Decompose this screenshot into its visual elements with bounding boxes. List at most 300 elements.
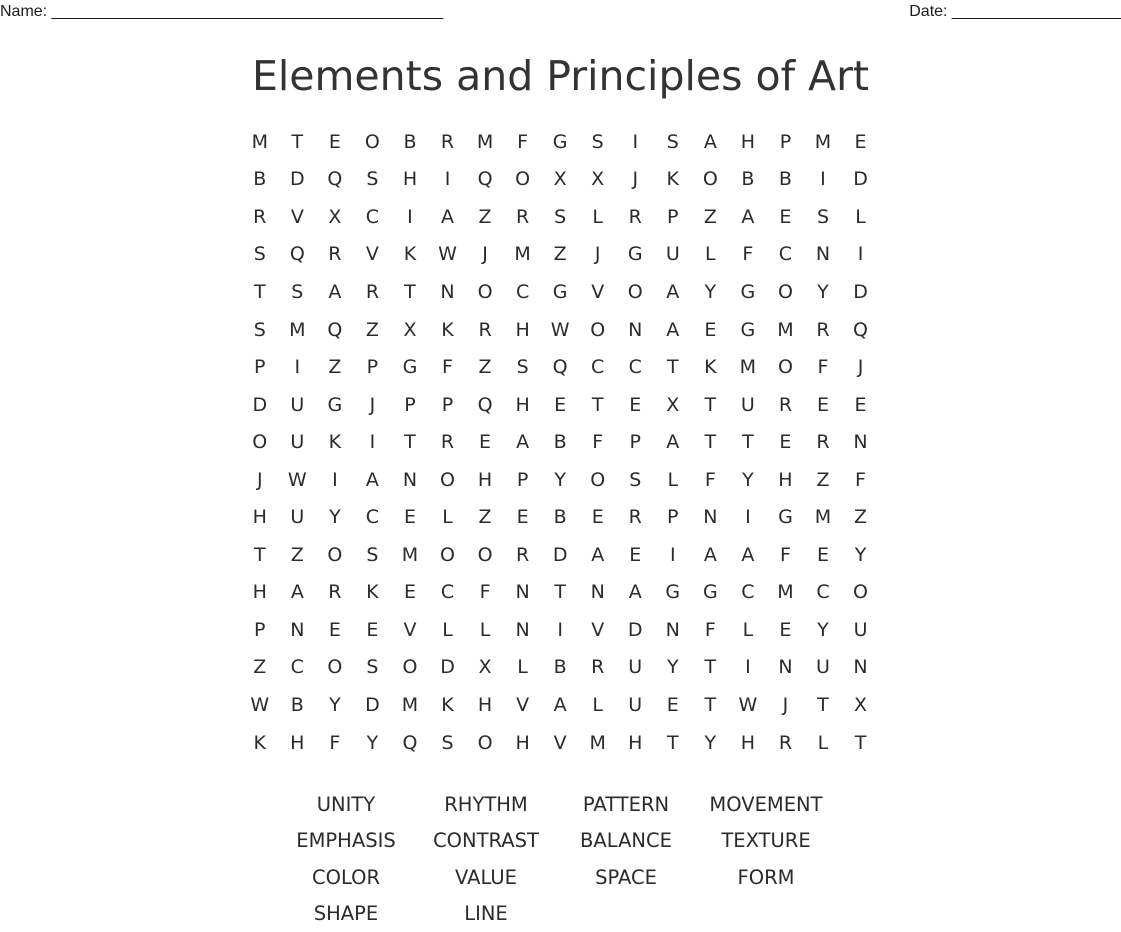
grid-letter[interactable]: R (516, 543, 530, 566)
grid-letter[interactable]: K (441, 693, 454, 716)
grid-letter[interactable]: Y (817, 618, 829, 641)
grid-letter[interactable]: T (704, 431, 717, 454)
grid-letter[interactable]: E (704, 318, 717, 341)
grid-letter[interactable]: T (666, 356, 679, 379)
grid-letter[interactable]: J (857, 356, 864, 379)
grid-letter[interactable]: Y (554, 468, 566, 491)
grid-letter[interactable]: X (403, 318, 417, 341)
grid-letter[interactable]: F (592, 431, 604, 454)
grid-letter[interactable]: P (366, 356, 379, 379)
grid-letter[interactable]: U (816, 656, 830, 679)
grid-letter[interactable]: G (552, 130, 568, 153)
grid-letter[interactable]: Y (666, 656, 679, 679)
grid-letter[interactable]: H (477, 468, 493, 491)
grid-letter[interactable]: E (516, 506, 529, 529)
grid-letter[interactable]: U (740, 393, 755, 416)
grid-letter[interactable]: K (328, 431, 342, 454)
grid-letter[interactable]: W (287, 468, 307, 491)
grid-letter[interactable]: P (629, 431, 641, 454)
grid-letter[interactable]: G (740, 280, 756, 303)
grid-letter[interactable]: M (739, 356, 757, 379)
grid-letter[interactable]: O (590, 318, 606, 341)
grid-letter[interactable]: E (479, 431, 492, 454)
grid-letter[interactable]: T (666, 731, 679, 754)
grid-letter[interactable]: R (253, 205, 267, 228)
grid-letter[interactable]: A (703, 543, 717, 566)
grid-letter[interactable]: I (745, 656, 751, 679)
grid-letter[interactable]: I (857, 243, 864, 266)
grid-letter[interactable]: Z (816, 468, 830, 491)
word-bank-item: RHYTHM (444, 792, 528, 816)
grid-letter[interactable]: V (591, 618, 605, 641)
grid-letter[interactable]: E (403, 506, 416, 529)
grid-letter[interactable]: O (477, 280, 493, 303)
grid-letter[interactable]: M (401, 543, 419, 566)
grid-letter[interactable]: E (666, 693, 679, 716)
grid-letter[interactable]: V (591, 280, 605, 303)
grid-letter[interactable]: Z (478, 205, 492, 228)
grid-letter[interactable]: Q (327, 318, 343, 341)
grid-letter[interactable]: F (329, 731, 341, 754)
grid-letter[interactable]: R (440, 130, 455, 153)
grid-letter[interactable]: S (291, 280, 304, 303)
grid-letter[interactable]: E (816, 543, 829, 566)
grid-letter[interactable]: A (703, 130, 717, 153)
grid-letter[interactable]: P (667, 205, 679, 228)
grid-letter[interactable]: N (703, 506, 718, 529)
grid-letter[interactable]: C (591, 356, 605, 379)
grid-letter[interactable]: M (401, 693, 419, 716)
grid-letter[interactable]: M (814, 130, 832, 153)
grid-letter[interactable]: F (704, 618, 716, 641)
grid-letter[interactable]: U (290, 393, 305, 416)
grid-letter[interactable]: Z (703, 205, 717, 228)
grid-letter[interactable]: K (253, 731, 266, 754)
grid-letter[interactable]: I (294, 356, 301, 379)
grid-letter[interactable]: E (554, 393, 567, 416)
grid-letter[interactable]: A (666, 280, 680, 303)
grid-letter[interactable]: A (666, 318, 680, 341)
grid-letter[interactable]: Y (329, 506, 341, 529)
grid-letter[interactable]: G (778, 506, 793, 529)
grid-letter[interactable]: O (477, 731, 493, 754)
grid-letter[interactable]: R (628, 205, 642, 228)
grid-letter[interactable]: C (515, 280, 530, 303)
grid-letter[interactable]: G (665, 581, 681, 604)
date-field[interactable]: Date: ___________________ (909, 3, 1121, 20)
grid-letter[interactable]: O (590, 468, 606, 491)
grid-letter[interactable]: I (820, 168, 826, 191)
grid-letter[interactable]: S (816, 205, 829, 228)
grid-letter[interactable]: U (290, 506, 305, 529)
grid-letter[interactable]: A (628, 581, 642, 604)
grid-letter[interactable]: A (290, 581, 304, 604)
grid-letter[interactable]: D (627, 618, 643, 641)
grid-letter[interactable]: L (442, 506, 453, 529)
grid-letter[interactable]: E (816, 393, 829, 416)
grid-letter[interactable]: E (591, 506, 604, 529)
grid-letter[interactable]: M (476, 130, 494, 153)
grid-letter[interactable]: E (629, 393, 642, 416)
grid-letter[interactable]: T (404, 280, 416, 303)
grid-letter[interactable]: M (777, 581, 794, 604)
grid-letter[interactable]: S (554, 205, 567, 228)
grid-letter[interactable]: T (704, 656, 717, 679)
grid-letter[interactable]: H (628, 731, 643, 754)
grid-letter[interactable]: H (402, 168, 418, 191)
word-search-grid (241, 123, 879, 761)
grid-letter[interactable]: X (854, 693, 868, 716)
grid-letter[interactable]: M (514, 243, 531, 266)
grid-letter[interactable]: N (440, 280, 455, 303)
grid-letter[interactable]: S (366, 656, 379, 679)
grid-letter[interactable]: O (627, 280, 643, 303)
grid-letter[interactable]: I (632, 130, 639, 153)
grid-letter[interactable]: I (407, 205, 413, 228)
grid-letter[interactable]: C (741, 581, 755, 604)
grid-letter[interactable]: K (704, 356, 717, 379)
grid-letter[interactable]: S (366, 543, 379, 566)
grid-letter[interactable]: J (632, 168, 639, 191)
grid-letter[interactable]: T (253, 543, 266, 566)
grid-letter[interactable]: F (817, 356, 829, 379)
grid-letter[interactable]: D (853, 280, 868, 303)
grid-letter[interactable]: Z (290, 543, 304, 566)
grid-letter[interactable]: M (777, 318, 794, 341)
grid-letter[interactable]: G (327, 393, 343, 416)
grid-letter[interactable]: X (328, 205, 342, 228)
grid-letter[interactable]: O (515, 168, 531, 191)
grid-letter[interactable]: Q (853, 318, 868, 341)
grid-letter[interactable]: O (477, 543, 493, 566)
grid-letter[interactable]: B (553, 656, 567, 679)
grid-letter[interactable]: S (253, 318, 266, 341)
grid-letter[interactable]: S (629, 468, 642, 491)
grid-letter[interactable]: X (591, 168, 605, 191)
grid-letter[interactable]: S (591, 130, 604, 153)
grid-letter[interactable]: J (782, 693, 789, 716)
grid-letter[interactable]: R (328, 243, 342, 266)
grid-letter[interactable]: M (289, 318, 306, 341)
grid-letter[interactable]: I (669, 543, 676, 566)
word-bank-item: SPACE (595, 865, 657, 889)
grid-letter[interactable]: O (853, 581, 868, 604)
grid-letter[interactable]: T (591, 393, 604, 416)
grid-letter[interactable]: O (364, 130, 380, 153)
grid-letter[interactable]: O (440, 543, 455, 566)
grid-letter[interactable]: A (741, 543, 755, 566)
grid-letter[interactable]: R (778, 731, 793, 754)
grid-letter[interactable]: F (779, 543, 791, 566)
grid-letter[interactable]: Q (477, 168, 493, 191)
grid-letter[interactable]: S (516, 356, 529, 379)
grid-letter[interactable]: Z (553, 243, 567, 266)
grid-letter[interactable]: H (740, 731, 756, 754)
grid-letter[interactable]: F (742, 243, 754, 266)
grid-letter[interactable]: G (402, 356, 418, 379)
grid-letter[interactable]: N (853, 431, 868, 454)
grid-letter[interactable]: N (290, 618, 305, 641)
grid-letter[interactable]: E (854, 130, 867, 153)
grid-letter[interactable]: B (741, 168, 755, 191)
grid-letter[interactable]: Q (289, 243, 305, 266)
grid-letter[interactable]: B (553, 431, 567, 454)
grid-letter[interactable]: P (516, 468, 529, 491)
grid-letter[interactable]: Y (704, 280, 717, 303)
grid-letter[interactable]: Y (742, 468, 754, 491)
grid-letter[interactable]: A (365, 468, 379, 491)
grid-letter[interactable]: E (779, 618, 792, 641)
grid-letter[interactable]: B (778, 168, 792, 191)
grid-letter[interactable]: G (552, 280, 568, 303)
word-bank-item: MOVEMENT (709, 792, 823, 816)
grid-letter[interactable]: X (553, 168, 567, 191)
grid-letter[interactable]: O (777, 280, 793, 303)
grid-letter[interactable]: B (253, 168, 267, 191)
grid-letter[interactable]: V (290, 205, 304, 228)
grid-letter[interactable]: C (440, 581, 455, 604)
grid-letter[interactable]: K (666, 168, 680, 191)
grid-letter[interactable]: C (816, 581, 830, 604)
grid-letter[interactable]: I (745, 506, 751, 529)
grid-letter[interactable]: T (704, 693, 717, 716)
grid-letter[interactable]: M (251, 130, 268, 153)
grid-letter[interactable]: H (515, 731, 530, 754)
grid-letter[interactable]: N (778, 656, 793, 679)
grid-letter[interactable]: Z (253, 656, 267, 679)
grid-letter[interactable]: O (252, 431, 268, 454)
grid-letter[interactable]: T (704, 393, 717, 416)
grid-letter[interactable]: A (591, 543, 605, 566)
grid-letter[interactable]: L (667, 468, 679, 491)
grid-letter[interactable]: U (853, 618, 868, 641)
grid-letter[interactable]: N (590, 581, 605, 604)
grid-letter[interactable]: E (779, 431, 792, 454)
grid-letter[interactable]: H (477, 693, 493, 716)
grid-letter[interactable]: O (327, 656, 343, 679)
grid-letter[interactable]: W (550, 318, 570, 341)
grid-letter[interactable]: W (438, 243, 457, 266)
grid-letter[interactable]: Z (478, 506, 492, 529)
grid-letter[interactable]: O (777, 356, 793, 379)
grid-letter[interactable]: V (403, 618, 417, 641)
word-bank-item: PATTERN (582, 792, 670, 816)
grid-letter[interactable]: E (328, 618, 341, 641)
grid-letter[interactable]: P (404, 393, 416, 416)
grid-letter[interactable]: V (365, 243, 379, 266)
grid-letter[interactable]: M (589, 731, 606, 754)
grid-letter[interactable]: E (779, 205, 792, 228)
grid-letter[interactable]: S (666, 130, 679, 153)
grid-letter[interactable]: C (778, 243, 793, 266)
grid-letter[interactable]: R (328, 581, 342, 604)
grid-letter[interactable]: S (253, 243, 266, 266)
grid-letter[interactable]: A (441, 205, 454, 228)
grid-letter[interactable]: H (778, 468, 793, 491)
grid-letter[interactable]: P (779, 130, 792, 153)
grid-letter[interactable]: A (553, 693, 567, 716)
grid-letter[interactable]: Z (478, 356, 492, 379)
grid-letter[interactable]: Z (328, 356, 342, 379)
grid-letter[interactable]: N (628, 318, 643, 341)
grid-letter[interactable]: Z (365, 318, 379, 341)
grid-letter[interactable]: Y (704, 731, 717, 754)
grid-letter[interactable]: R (516, 205, 530, 228)
grid-letter[interactable]: G (740, 318, 756, 341)
grid-letter[interactable]: E (403, 581, 416, 604)
grid-letter[interactable]: X (478, 656, 492, 679)
grid-letter[interactable]: L (855, 205, 866, 228)
grid-letter[interactable]: I (557, 618, 563, 641)
grid-letter[interactable]: T (404, 431, 416, 454)
grid-letter[interactable]: O (327, 543, 343, 566)
grid-letter[interactable]: U (628, 656, 643, 679)
grid-letter[interactable]: E (328, 130, 341, 153)
grid-letter[interactable]: C (365, 205, 380, 228)
grid-letter[interactable]: E (854, 393, 867, 416)
grid-letter[interactable]: T (742, 431, 754, 454)
grid-letter[interactable]: D (290, 168, 305, 191)
grid-letter[interactable]: G (702, 581, 718, 604)
grid-letter[interactable]: C (365, 506, 380, 529)
grid-letter[interactable]: R (778, 393, 793, 416)
grid-letter[interactable]: H (515, 318, 530, 341)
grid-letter[interactable]: A (666, 431, 680, 454)
grid-letter[interactable]: H (252, 581, 267, 604)
grid-letter[interactable]: J (482, 243, 488, 266)
grid-letter[interactable]: L (705, 243, 716, 266)
grid-letter[interactable]: K (403, 243, 417, 266)
grid-letter[interactable]: L (442, 618, 453, 641)
grid-letter[interactable]: L (479, 618, 491, 641)
grid-letter[interactable]: T (854, 731, 867, 754)
grid-letter[interactable]: R (816, 431, 830, 454)
grid-letter[interactable]: H (515, 393, 530, 416)
grid-letter[interactable]: D (252, 393, 268, 416)
grid-letter[interactable]: D (440, 656, 455, 679)
grid-letter[interactable]: B (553, 506, 567, 529)
grid-letter[interactable]: N (853, 656, 868, 679)
grid-letter[interactable]: U (290, 431, 305, 454)
grid-letter[interactable]: F (855, 468, 866, 491)
grid-letter[interactable]: L (517, 656, 528, 679)
grid-letter[interactable]: I (332, 468, 338, 491)
grid-letter[interactable]: T (253, 280, 266, 303)
grid-letter[interactable]: A (741, 205, 755, 228)
grid-letter[interactable]: N (515, 581, 530, 604)
grid-letter[interactable]: O (440, 468, 455, 491)
page-title: Elements and Principles of Art (251, 52, 870, 100)
grid-letter[interactable]: T (291, 130, 304, 153)
grid-letter[interactable]: R (816, 318, 830, 341)
grid-letter[interactable]: Q (402, 731, 418, 754)
grid-letter[interactable]: Y (854, 543, 867, 566)
grid-letter[interactable]: C (628, 356, 642, 379)
grid-letter[interactable]: Y (817, 280, 829, 303)
word-bank-item: TEXTURE (721, 829, 811, 853)
grid-letter[interactable]: E (629, 543, 642, 566)
grid-letter[interactable]: C (290, 656, 304, 679)
grid-letter[interactable]: H (252, 506, 267, 529)
grid-letter[interactable]: B (290, 693, 304, 716)
grid-letter[interactable]: R (628, 506, 642, 529)
grid-letter[interactable]: D (552, 543, 568, 566)
grid-letter[interactable]: L (817, 731, 829, 754)
grid-letter[interactable]: M (814, 506, 832, 529)
grid-letter[interactable]: P (254, 356, 266, 379)
grid-letter[interactable]: D (853, 168, 868, 191)
grid-letter[interactable]: Q (552, 356, 568, 379)
grid-letter[interactable]: O (702, 168, 718, 191)
grid-letter[interactable]: N (515, 618, 530, 641)
grid-letter[interactable]: B (403, 130, 417, 153)
grid-letter[interactable]: P (667, 506, 679, 529)
grid-letter[interactable]: L (742, 618, 754, 641)
grid-letter[interactable]: U (628, 693, 643, 716)
grid-letter[interactable]: E (366, 618, 379, 641)
grid-letter[interactable]: K (366, 581, 379, 604)
grid-letter[interactable]: N (402, 468, 418, 491)
grid-letter[interactable]: D (365, 693, 380, 716)
grid-letter[interactable]: F (517, 130, 529, 153)
grid-letter[interactable]: V (553, 731, 567, 754)
grid-letter[interactable]: I (444, 168, 451, 191)
grid-letter[interactable]: O (402, 656, 418, 679)
grid-letter[interactable]: R (440, 431, 455, 454)
grid-letter[interactable]: I (369, 431, 376, 454)
grid-letter[interactable]: J (594, 243, 601, 266)
grid-letter[interactable]: A (516, 431, 530, 454)
grid-letter[interactable]: P (254, 618, 266, 641)
grid-letter[interactable]: P (441, 393, 454, 416)
grid-letter[interactable]: R (478, 318, 492, 341)
grid-letter[interactable]: S (366, 168, 379, 191)
grid-letter[interactable]: N (815, 243, 831, 266)
grid-letter[interactable]: W (250, 693, 270, 716)
grid-letter[interactable]: L (592, 693, 603, 716)
grid-letter[interactable]: L (592, 205, 603, 228)
grid-letter[interactable]: K (441, 318, 454, 341)
word-bank-item: BALANCE (580, 829, 672, 853)
grid-letter[interactable]: Q (327, 168, 343, 191)
grid-letter[interactable]: F (479, 581, 491, 604)
grid-letter[interactable]: Y (366, 731, 379, 754)
grid-letter[interactable]: G (627, 243, 643, 266)
grid-letter[interactable]: U (665, 243, 680, 266)
grid-letter[interactable]: Z (854, 506, 868, 529)
grid-letter[interactable]: S (441, 731, 454, 754)
grid-letter[interactable]: X (666, 393, 680, 416)
word-bank-item: VALUE (455, 865, 517, 889)
grid-letter[interactable]: F (704, 468, 716, 491)
grid-letter[interactable]: F (442, 356, 453, 379)
grid-letter[interactable]: A (328, 280, 342, 303)
grid-letter[interactable]: R (591, 656, 605, 679)
name-field[interactable]: Name: ____________________________________________ (0, 3, 444, 20)
grid-letter[interactable]: W (738, 693, 758, 716)
grid-letter[interactable]: R (365, 280, 380, 303)
grid-letter[interactable]: Q (477, 393, 493, 416)
grid-letter[interactable]: J (256, 468, 263, 491)
grid-letter[interactable]: H (290, 731, 305, 754)
grid-letter[interactable]: J (369, 393, 376, 416)
grid-letter[interactable]: Y (329, 693, 341, 716)
grid-letter[interactable]: T (817, 693, 829, 716)
grid-letter[interactable]: V (516, 693, 530, 716)
grid-letter[interactable]: N (665, 618, 680, 641)
grid-letter[interactable]: T (554, 581, 566, 604)
grid-letter[interactable]: H (740, 130, 756, 153)
